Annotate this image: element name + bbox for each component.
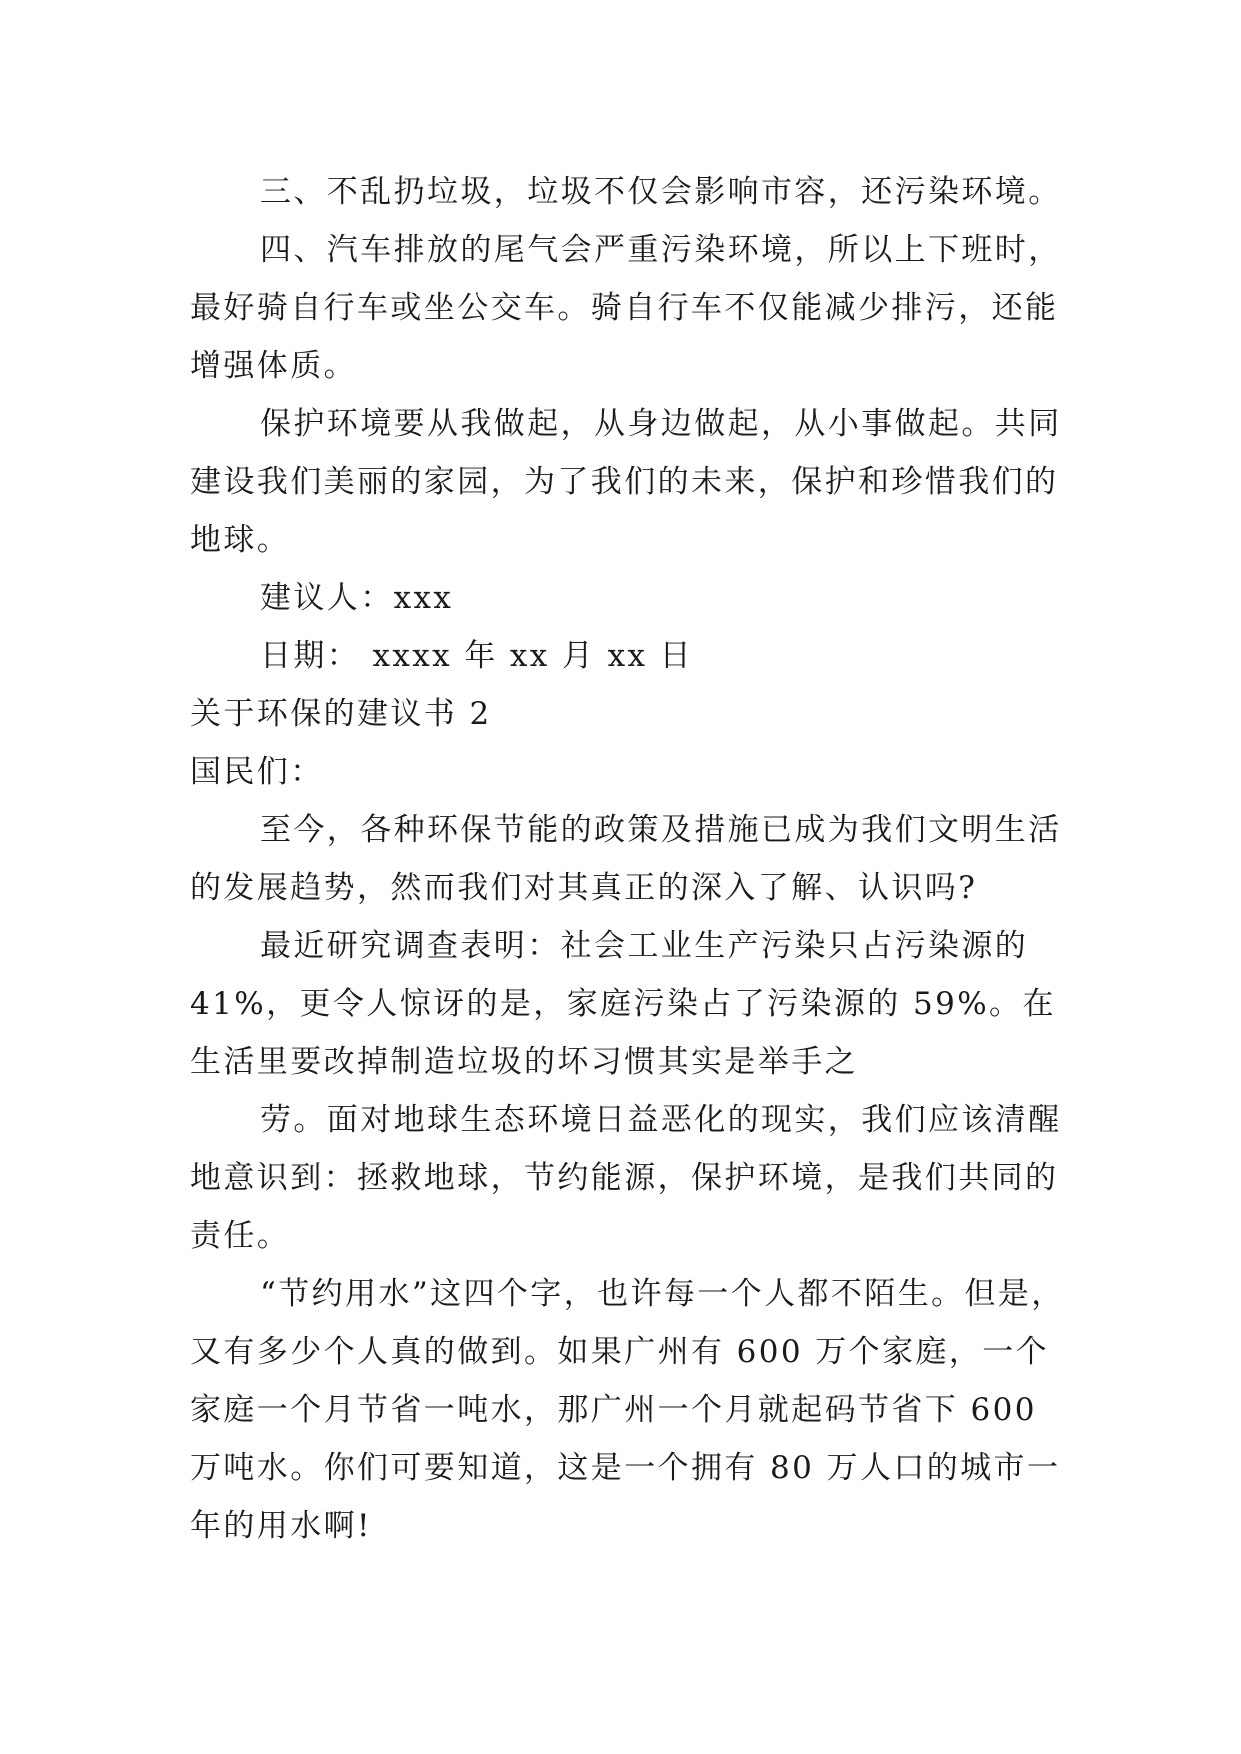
paragraph-item-3: 三、不乱扔垃圾，垃圾不仅会影响市容，还污染环境。	[260, 174, 1062, 210]
paragraph-responsibility: 劳。面对地球生态环境日益恶化的现实，我们应该清醒地意识到：拯救地球，节约能源，保护环境，是我们共同的责任。	[190, 1102, 1062, 1254]
document-body	[190, 163, 1070, 1555]
date-line: 日期： xxxx 年 xx 月 xx 日	[260, 638, 693, 674]
salutation: 国民们：	[190, 754, 324, 790]
paragraph-intro: 至今，各种环保节能的政策及措施已成为我们文明生活的发展趋势，然而我们对其真正的深入了解、认识吗?	[190, 812, 1062, 906]
section-title: 关于环保的建议书 2	[190, 696, 492, 732]
paragraph-research: 最近研究调查表明：社会工业生产污染只占污染源的41%，更令人惊讶的是，家庭污染占了污染源的 59%。在生活里要改掉制造垃圾的坏习惯其实是举手之	[190, 928, 1056, 1080]
paragraph-water-saving: “节约用水”这四个字，也许每一个人都不陌生。但是，又有多少个人真的做到。如果广州有 600 万个家庭，一个家庭一个月节省一吨水，那广州一个月就起码节省下 600 万吨水。你们可要知道，这是一个拥有 80 万人口的城市一年的用水啊!	[190, 1276, 1065, 1544]
paragraph-conclusion: 保护环境要从我做起，从身边做起，从小事做起。共同建设我们美丽的家园，为了我们的未来，保护和珍惜我们的地球。	[190, 406, 1062, 558]
paragraph-item-4: 四、汽车排放的尾气会严重污染环境，所以上下班时，最好骑自行车或坐公交车。骑自行车不仅能减少排污，还能增强体质。	[190, 232, 1062, 384]
proposer-line: 建议人：xxx	[260, 580, 454, 616]
